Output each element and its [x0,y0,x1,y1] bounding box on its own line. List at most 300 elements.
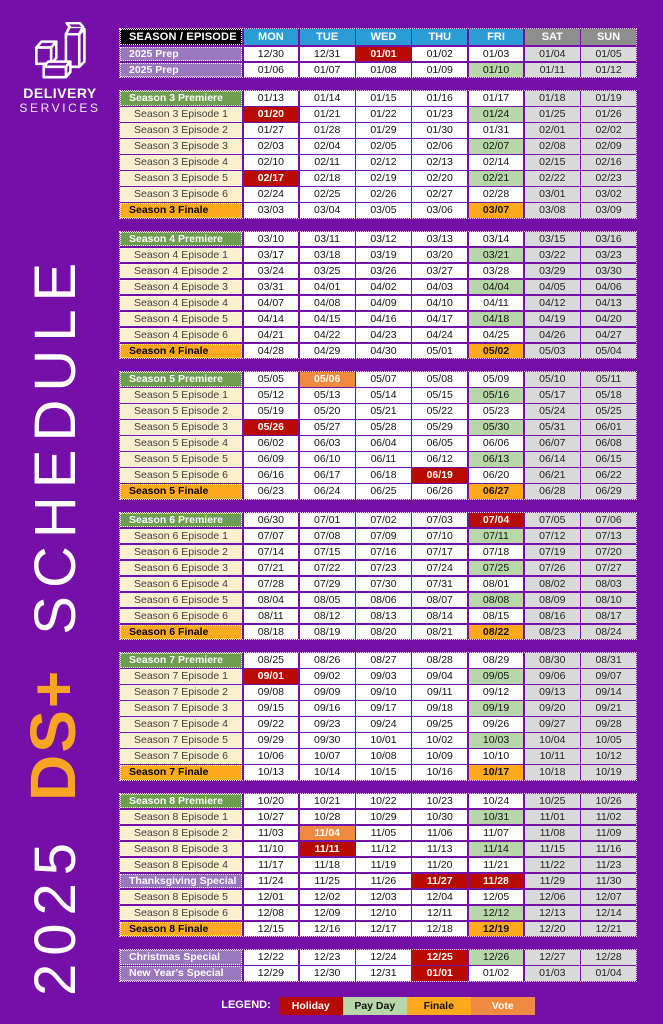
row-label: Season 4 Finale [120,344,242,359]
date-cell: 10/12 [581,749,636,764]
date-cell: 08/22 [469,625,524,640]
date-cell: 02/06 [412,139,467,154]
date-cell: 02/24 [244,187,299,202]
date-cell: 11/13 [412,842,467,857]
date-cell: 07/10 [412,529,467,544]
date-cell: 01/13 [244,91,299,106]
row-label: Season 5 Episode 3 [120,420,242,435]
date-cell: 05/17 [525,388,580,403]
date-cell: 12/01 [244,890,299,905]
date-cell: 08/05 [300,593,355,608]
date-cell: 11/24 [244,874,299,889]
date-cell: 11/12 [356,842,411,857]
date-cell: 11/06 [412,826,467,841]
date-cell: 04/27 [581,328,636,343]
date-cell: 02/05 [356,139,411,154]
date-cell: 08/10 [581,593,636,608]
row-label: Thanksgiving Special [120,874,242,889]
date-cell: 02/07 [469,139,524,154]
date-cell: 08/20 [356,625,411,640]
date-cell: 05/07 [356,372,411,387]
date-cell: 04/07 [244,296,299,311]
date-cell: 09/22 [244,717,299,732]
date-cell: 12/17 [356,922,411,937]
date-cell: 10/05 [581,733,636,748]
date-cell: 05/10 [525,372,580,387]
date-cell: 10/18 [525,765,580,780]
row-label: Season 6 Episode 6 [120,609,242,624]
date-cell: 09/17 [356,701,411,716]
date-cell: 11/02 [581,810,636,825]
legend [119,996,637,1015]
date-cell: 04/09 [356,296,411,311]
date-cell: 04/29 [300,344,355,359]
date-cell: 07/07 [244,529,299,544]
vertical-title-word: SCHEDULE [23,254,88,635]
column-header-thu: THU [412,29,467,45]
date-cell: 12/11 [412,906,467,921]
legend-title: LEGEND: [221,999,271,1011]
date-cell: 05/27 [300,420,355,435]
date-cell: 01/04 [525,47,580,62]
date-cell: 02/23 [581,171,636,186]
date-cell: 09/10 [356,685,411,700]
date-cell: 04/15 [300,312,355,327]
date-cell: 05/04 [581,344,636,359]
date-cell: 03/20 [412,248,467,263]
row-label: Season 7 Episode 2 [120,685,242,700]
row-label: Season 6 Episode 5 [120,593,242,608]
date-cell: 06/25 [356,484,411,499]
date-cell: 03/12 [356,232,411,247]
date-cell: 07/27 [581,561,636,576]
vertical-title-brand: DS+ [17,668,89,801]
date-cell: 06/23 [244,484,299,499]
date-cell: 09/06 [525,669,580,684]
date-cell: 12/31 [300,47,355,62]
date-cell: 10/21 [300,794,355,809]
date-cell: 03/01 [525,187,580,202]
date-cell: 01/22 [356,107,411,122]
date-cell: 06/11 [356,452,411,467]
date-cell: 06/19 [412,468,467,483]
date-cell: 10/22 [356,794,411,809]
date-cell: 12/29 [244,966,299,981]
date-cell: 07/04 [469,513,524,528]
date-cell: 05/23 [469,404,524,419]
date-cell: 03/18 [300,248,355,263]
date-cell: 02/14 [469,155,524,170]
date-cell: 07/06 [581,513,636,528]
date-cell: 01/29 [356,123,411,138]
date-cell: 12/30 [300,966,355,981]
date-cell: 10/11 [525,749,580,764]
date-cell: 02/04 [300,139,355,154]
date-cell: 06/26 [412,484,467,499]
date-cell: 03/07 [469,203,524,218]
row-label: Season 3 Episode 1 [120,107,242,122]
date-cell: 03/23 [581,248,636,263]
date-cell: 08/25 [244,653,299,668]
date-cell: 07/25 [469,561,524,576]
date-cell: 07/26 [525,561,580,576]
schedule-block-season-5 [119,371,637,500]
date-cell: 08/28 [412,653,467,668]
date-cell: 03/27 [412,264,467,279]
legend-chip-vote: Vote [471,997,535,1015]
date-cell: 10/26 [581,794,636,809]
date-cell: 07/23 [356,561,411,576]
date-cell: 02/25 [300,187,355,202]
date-cell: 01/16 [412,91,467,106]
date-cell: 02/26 [356,187,411,202]
date-cell: 11/05 [356,826,411,841]
date-cell: 07/05 [525,513,580,528]
date-cell: 02/09 [581,139,636,154]
date-cell: 04/22 [300,328,355,343]
date-cell: 09/16 [300,701,355,716]
date-cell: 04/19 [525,312,580,327]
date-cell: 06/27 [469,484,524,499]
date-cell: 12/30 [244,47,299,62]
date-cell: 11/07 [469,826,524,841]
date-cell: 10/06 [244,749,299,764]
date-cell: 04/06 [581,280,636,295]
date-cell: 04/11 [469,296,524,311]
date-cell: 03/26 [356,264,411,279]
date-cell: 04/08 [300,296,355,311]
date-cell: 06/30 [244,513,299,528]
schedule-block-season-4 [119,231,637,360]
date-cell: 08/24 [581,625,636,640]
date-cell: 10/07 [300,749,355,764]
row-label: Season 5 Episode 2 [120,404,242,419]
schedule-table-area [119,28,637,1015]
date-cell: 11/22 [525,858,580,873]
date-cell: 07/18 [469,545,524,560]
date-cell: 02/19 [356,171,411,186]
date-cell: 04/28 [244,344,299,359]
date-cell: 01/18 [525,91,580,106]
date-cell: 08/03 [581,577,636,592]
left-rail [0,0,118,1024]
date-cell: 06/22 [581,468,636,483]
date-cell: 05/18 [581,388,636,403]
date-cell: 02/10 [244,155,299,170]
date-cell: 11/25 [300,874,355,889]
schedule-block-season-6 [119,512,637,641]
date-cell: 02/20 [412,171,467,186]
date-cell: 08/09 [525,593,580,608]
row-label: Season 4 Premiere [120,232,242,247]
date-cell: 12/28 [581,950,636,965]
date-cell: 05/06 [300,372,355,387]
date-cell: 09/30 [300,733,355,748]
date-cell: 06/18 [356,468,411,483]
date-cell: 01/11 [525,63,580,78]
date-cell: 08/15 [469,609,524,624]
date-cell: 02/22 [525,171,580,186]
date-cell: 01/02 [469,966,524,981]
date-cell: 08/29 [469,653,524,668]
row-label: Season 8 Premiere [120,794,242,809]
column-header-wed: WED [356,29,411,45]
date-cell: 07/30 [356,577,411,592]
row-label: Season 6 Episode 3 [120,561,242,576]
date-cell: 06/24 [300,484,355,499]
date-cell: 12/26 [469,950,524,965]
date-cell: 09/19 [469,701,524,716]
date-cell: 12/12 [469,906,524,921]
date-cell: 01/21 [300,107,355,122]
date-cell: 09/04 [412,669,467,684]
row-label: Season 4 Episode 2 [120,264,242,279]
date-cell: 01/17 [469,91,524,106]
date-cell: 03/02 [581,187,636,202]
date-cell: 04/05 [525,280,580,295]
row-label: Season 8 Episode 1 [120,810,242,825]
date-cell: 02/28 [469,187,524,202]
date-cell: 05/29 [412,420,467,435]
date-cell: 11/01 [525,810,580,825]
row-label: 2025 Prep [120,47,242,62]
vertical-title [16,255,90,996]
date-cell: 05/05 [244,372,299,387]
date-cell: 10/25 [525,794,580,809]
date-cell: 06/06 [469,436,524,451]
date-cell: 08/31 [581,653,636,668]
row-label: Season 7 Episode 3 [120,701,242,716]
date-cell: 06/13 [469,452,524,467]
date-cell: 08/27 [356,653,411,668]
date-cell: 08/12 [300,609,355,624]
date-cell: 08/19 [300,625,355,640]
date-cell: 06/01 [581,420,636,435]
date-cell: 09/14 [581,685,636,700]
date-cell: 01/27 [244,123,299,138]
date-cell: 11/17 [244,858,299,873]
date-cell: 11/03 [244,826,299,841]
date-cell: 06/05 [412,436,467,451]
date-cell: 11/14 [469,842,524,857]
date-cell: 03/06 [412,203,467,218]
date-cell: 11/10 [244,842,299,857]
column-header-mon: MON [244,29,299,45]
date-cell: 06/16 [244,468,299,483]
logo-text-services: SERVICES [19,101,101,115]
date-cell: 04/23 [356,328,411,343]
date-cell: 07/17 [412,545,467,560]
date-cell: 12/07 [581,890,636,905]
row-label: Season 4 Episode 1 [120,248,242,263]
date-cell: 01/03 [525,966,580,981]
row-label: Season 3 Finale [120,203,242,218]
schedule-block-season-8 [119,793,637,938]
column-header-fri: FRI [469,29,524,45]
date-cell: 09/26 [469,717,524,732]
date-cell: 05/19 [244,404,299,419]
date-cell: 10/01 [356,733,411,748]
date-cell: 07/15 [300,545,355,560]
row-label: Season 6 Premiere [120,513,242,528]
column-header-sat: SAT [525,29,580,45]
date-cell: 03/17 [244,248,299,263]
date-cell: 09/28 [581,717,636,732]
date-cell: 11/15 [525,842,580,857]
date-cell: 12/09 [300,906,355,921]
date-cell: 08/08 [469,593,524,608]
date-cell: 04/10 [412,296,467,311]
date-cell: 11/08 [525,826,580,841]
date-cell: 12/21 [581,922,636,937]
date-cell: 12/15 [244,922,299,937]
date-cell: 04/25 [469,328,524,343]
date-cell: 04/14 [244,312,299,327]
date-cell: 09/15 [244,701,299,716]
date-cell: 12/31 [356,966,411,981]
date-cell: 04/16 [356,312,411,327]
date-cell: 04/17 [412,312,467,327]
date-cell: 02/02 [581,123,636,138]
date-cell: 04/30 [356,344,411,359]
row-label: Season 5 Episode 4 [120,436,242,451]
date-cell: 05/20 [300,404,355,419]
date-cell: 07/13 [581,529,636,544]
date-cell: 01/02 [412,47,467,62]
legend-chip-payday: Pay Day [343,997,407,1015]
date-cell: 04/02 [356,280,411,295]
date-cell: 09/27 [525,717,580,732]
date-cell: 01/24 [469,107,524,122]
date-cell: 09/12 [469,685,524,700]
row-label: Season 5 Episode 6 [120,468,242,483]
date-cell: 01/12 [581,63,636,78]
date-cell: 09/01 [244,669,299,684]
date-cell: 12/08 [244,906,299,921]
date-cell: 09/09 [300,685,355,700]
row-label: Season 8 Finale [120,922,242,937]
date-cell: 06/02 [244,436,299,451]
date-cell: 08/23 [525,625,580,640]
schedule-block-prep-weeks [119,28,637,78]
date-cell: 09/24 [356,717,411,732]
date-cell: 01/28 [300,123,355,138]
schedule-block-holiday-specials [119,949,637,982]
row-label: Season 3 Episode 5 [120,171,242,186]
date-cell: 11/19 [356,858,411,873]
date-cell: 12/18 [412,922,467,937]
delivery-services-logo [12,22,108,115]
date-cell: 08/26 [300,653,355,668]
date-cell: 01/20 [244,107,299,122]
row-label: Season 8 Episode 5 [120,890,242,905]
date-cell: 06/07 [525,436,580,451]
date-cell: 04/24 [412,328,467,343]
row-label: Season 4 Episode 6 [120,328,242,343]
date-cell: 09/21 [581,701,636,716]
date-cell: 07/12 [525,529,580,544]
date-cell: 08/30 [525,653,580,668]
row-label: Season 5 Episode 5 [120,452,242,467]
date-cell: 02/18 [300,171,355,186]
date-cell: 05/24 [525,404,580,419]
schedule-blocks [119,28,637,982]
date-cell: 12/25 [412,950,467,965]
date-cell: 06/09 [244,452,299,467]
date-cell: 03/28 [469,264,524,279]
date-cell: 11/21 [469,858,524,873]
date-cell: 12/03 [356,890,411,905]
date-cell: 10/19 [581,765,636,780]
date-cell: 07/02 [356,513,411,528]
date-cell: 08/13 [356,609,411,624]
row-label: Season 6 Episode 4 [120,577,242,592]
date-cell: 05/02 [469,344,524,359]
date-cell: 02/03 [244,139,299,154]
row-label: New Year's Special [120,966,242,981]
date-cell: 05/28 [356,420,411,435]
date-cell: 03/09 [581,203,636,218]
date-cell: 10/08 [356,749,411,764]
date-cell: 12/05 [469,890,524,905]
date-cell: 05/03 [525,344,580,359]
row-label: Season 7 Finale [120,765,242,780]
date-cell: 03/10 [244,232,299,247]
date-cell: 05/25 [581,404,636,419]
date-cell: 10/16 [412,765,467,780]
date-cell: 08/16 [525,609,580,624]
date-cell: 05/14 [356,388,411,403]
row-label: Season 5 Premiere [120,372,242,387]
date-cell: 03/25 [300,264,355,279]
date-cell: 10/29 [356,810,411,825]
row-label: Season 8 Episode 6 [120,906,242,921]
date-cell: 05/12 [244,388,299,403]
date-cell: 09/11 [412,685,467,700]
date-cell: 09/23 [300,717,355,732]
date-cell: 01/05 [581,47,636,62]
date-cell: 09/03 [356,669,411,684]
date-cell: 02/17 [244,171,299,186]
date-cell: 02/08 [525,139,580,154]
logo-text-delivery: DELIVERY [23,85,97,101]
date-cell: 10/20 [244,794,299,809]
date-cell: 03/21 [469,248,524,263]
date-cell: 05/30 [469,420,524,435]
date-cell: 07/20 [581,545,636,560]
date-cell: 10/23 [412,794,467,809]
row-label: Season 8 Episode 2 [120,826,242,841]
row-label: Season 3 Episode 2 [120,123,242,138]
date-cell: 09/25 [412,717,467,732]
date-cell: 11/09 [581,826,636,841]
date-cell: 03/05 [356,203,411,218]
row-label: Season 8 Episode 4 [120,858,242,873]
date-cell: 01/14 [300,91,355,106]
date-cell: 08/01 [469,577,524,592]
date-cell: 10/04 [525,733,580,748]
date-cell: 01/10 [469,63,524,78]
date-cell: 06/10 [300,452,355,467]
date-cell: 07/29 [300,577,355,592]
date-cell: 09/02 [300,669,355,684]
row-label: Season 5 Finale [120,484,242,499]
date-cell: 06/08 [581,436,636,451]
date-cell: 11/20 [412,858,467,873]
date-cell: 12/02 [300,890,355,905]
date-cell: 03/16 [581,232,636,247]
date-cell: 11/29 [525,874,580,889]
